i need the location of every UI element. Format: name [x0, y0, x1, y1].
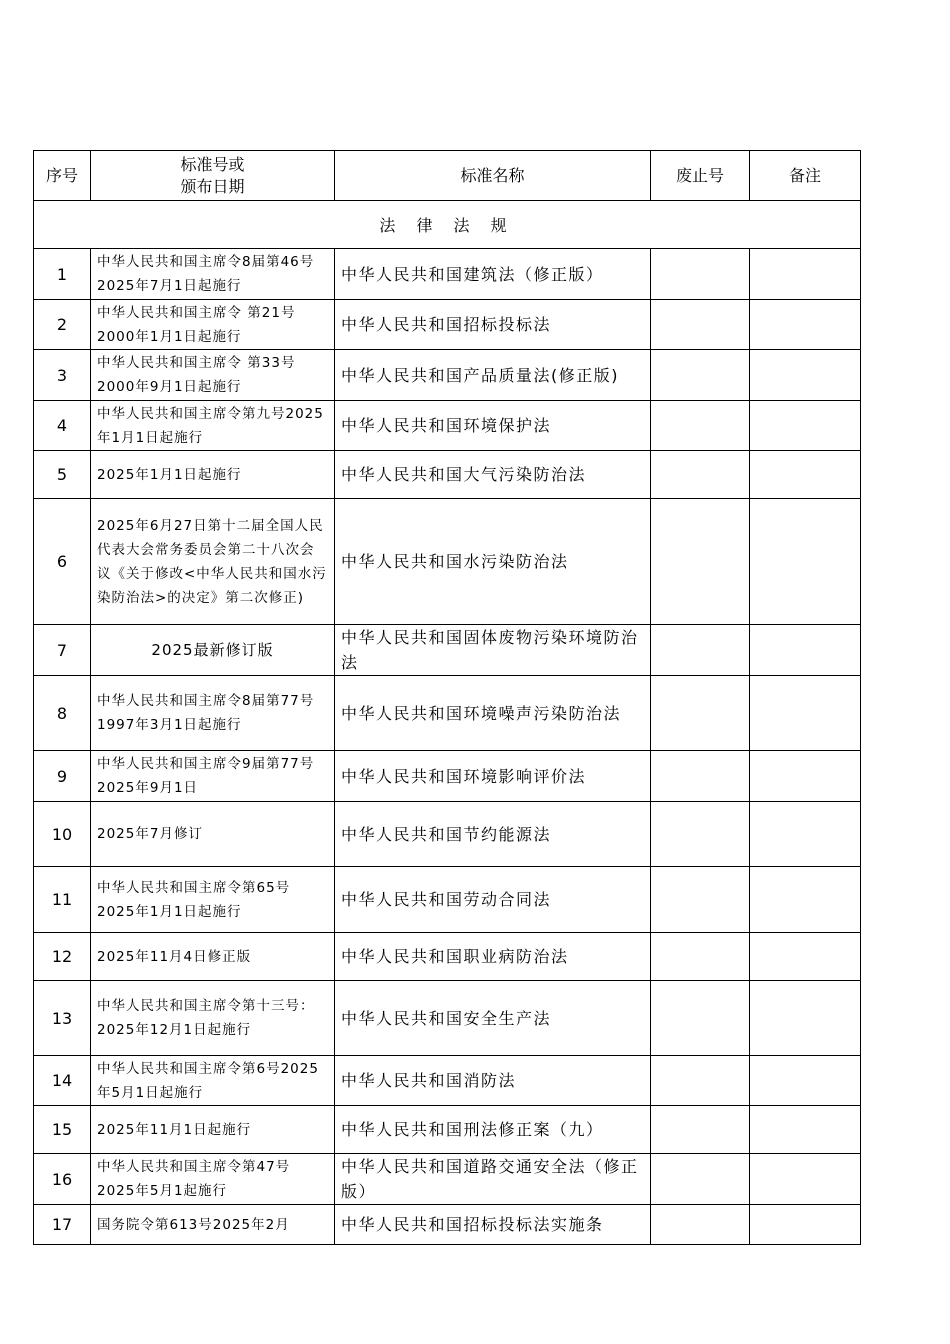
header-standard-no-line2: 颁布日期	[180, 176, 245, 196]
row-remark	[750, 1154, 861, 1205]
table-row	[34, 300, 861, 350]
row-seq: 3	[34, 350, 91, 401]
row-remark	[750, 249, 861, 300]
row-abolish	[651, 1056, 750, 1106]
row-remark	[750, 300, 861, 350]
table-row	[34, 1154, 861, 1205]
row-seq: 13	[34, 981, 91, 1056]
row-seq: 9	[34, 751, 91, 802]
row-seq: 14	[34, 1056, 91, 1106]
row-name: 中华人民共和国环境噪声污染防治法	[335, 676, 651, 751]
row-abolish	[651, 1106, 750, 1154]
row-seq: 16	[34, 1154, 91, 1205]
row-remark	[750, 625, 861, 676]
row-date: 国务院令第613号2025年2月	[91, 1205, 335, 1245]
table-row	[34, 802, 861, 867]
row-date: 2025年11月4日修正版	[91, 933, 335, 981]
row-name: 中华人民共和国环境影响评价法	[335, 751, 651, 802]
row-seq: 6	[34, 499, 91, 625]
row-abolish	[651, 350, 750, 401]
row-name: 中华人民共和国建筑法（修正版）	[335, 249, 651, 300]
row-name: 中华人民共和国固体废物污染环境防治法	[335, 625, 651, 676]
table-row	[34, 981, 861, 1056]
header-seq: 序号	[34, 151, 91, 201]
row-abolish	[651, 802, 750, 867]
row-date: 中华人民共和国主席令9届第77号2025年9月1日	[91, 751, 335, 802]
row-seq: 11	[34, 867, 91, 933]
row-remark	[750, 981, 861, 1056]
section-title: 法 律 法 规	[34, 201, 861, 249]
row-remark	[750, 867, 861, 933]
row-name: 中华人民共和国节约能源法	[335, 802, 651, 867]
regulations-table	[33, 150, 861, 1245]
row-abolish	[651, 676, 750, 751]
row-name: 中华人民共和国刑法修正案（九）	[335, 1106, 651, 1154]
row-abolish	[651, 1205, 750, 1245]
row-name: 中华人民共和国环境保护法	[335, 401, 651, 451]
row-abolish	[651, 751, 750, 802]
row-date: 2025年1月1日起施行	[91, 451, 335, 499]
row-abolish	[651, 249, 750, 300]
table-row	[34, 1106, 861, 1154]
row-name: 中华人民共和国职业病防治法	[335, 933, 651, 981]
header-standard-no-line1: 标准号或	[180, 154, 245, 174]
table-row	[34, 867, 861, 933]
row-seq: 15	[34, 1106, 91, 1154]
row-abolish	[651, 981, 750, 1056]
table-row	[34, 249, 861, 300]
row-remark	[750, 802, 861, 867]
row-date: 中华人民共和国主席令第47号2025年5月1起施行	[91, 1154, 335, 1205]
row-name: 中华人民共和国劳动合同法	[335, 867, 651, 933]
row-name: 中华人民共和国招标投标法	[335, 300, 651, 350]
row-remark	[750, 933, 861, 981]
row-seq: 12	[34, 933, 91, 981]
table-row	[34, 401, 861, 451]
row-abolish	[651, 625, 750, 676]
table-row	[34, 350, 861, 401]
row-seq: 2	[34, 300, 91, 350]
row-abolish	[651, 499, 750, 625]
row-name: 中华人民共和国大气污染防治法	[335, 451, 651, 499]
row-remark	[750, 401, 861, 451]
row-remark	[750, 1205, 861, 1245]
row-abolish	[651, 867, 750, 933]
row-date: 中华人民共和国主席令第65号2025年1月1日起施行	[91, 867, 335, 933]
row-date: 2025年6月27日第十二届全国人民代表大会常务委员会第二十八次会议《关于修改<中华人民共和国水污染防治法>的决定》第二次修正)	[91, 499, 335, 625]
row-date: 2025最新修订版	[91, 625, 335, 676]
row-name: 中华人民共和国消防法	[335, 1056, 651, 1106]
header-abolish: 废止号	[651, 151, 750, 201]
row-date: 中华人民共和国主席令8届第46号2025年7月1日起施行	[91, 249, 335, 300]
row-abolish	[651, 451, 750, 499]
table-row	[34, 451, 861, 499]
row-name: 中华人民共和国招标投标法实施条	[335, 1205, 651, 1245]
row-remark	[750, 676, 861, 751]
table-row	[34, 933, 861, 981]
row-name: 中华人民共和国产品质量法(修正版)	[335, 350, 651, 401]
row-abolish	[651, 1154, 750, 1205]
table-row	[34, 676, 861, 751]
row-name: 中华人民共和国道路交通安全法（修正版）	[335, 1154, 651, 1205]
table-row	[34, 1056, 861, 1106]
header-row	[34, 151, 861, 201]
row-seq: 5	[34, 451, 91, 499]
header-name: 标准名称	[335, 151, 651, 201]
row-remark	[750, 1106, 861, 1154]
row-name: 中华人民共和国水污染防治法	[335, 499, 651, 625]
row-date: 中华人民共和国主席令第九号2025年1月1日起施行	[91, 401, 335, 451]
section-row	[34, 201, 861, 249]
row-date: 中华人民共和国主席令第十三号：2025年12月1日起施行	[91, 981, 335, 1056]
header-standard-no	[91, 151, 335, 201]
row-date: 中华人民共和国主席令 第21号2000年1月1日起施行	[91, 300, 335, 350]
row-remark	[750, 751, 861, 802]
row-seq: 4	[34, 401, 91, 451]
table-row	[34, 751, 861, 802]
row-seq: 17	[34, 1205, 91, 1245]
row-seq: 1	[34, 249, 91, 300]
table-row	[34, 499, 861, 625]
row-date: 2025年7月修订	[91, 802, 335, 867]
row-remark	[750, 499, 861, 625]
header-remark: 备注	[750, 151, 861, 201]
row-remark	[750, 350, 861, 401]
row-date: 中华人民共和国主席令 第33号2000年9月1日起施行	[91, 350, 335, 401]
row-seq: 10	[34, 802, 91, 867]
row-date: 中华人民共和国主席令第6号2025年5月1日起施行	[91, 1056, 335, 1106]
row-remark	[750, 1056, 861, 1106]
row-seq: 7	[34, 625, 91, 676]
row-abolish	[651, 933, 750, 981]
table-row	[34, 625, 861, 676]
row-name: 中华人民共和国安全生产法	[335, 981, 651, 1056]
row-abolish	[651, 401, 750, 451]
row-seq: 8	[34, 676, 91, 751]
table-row	[34, 1205, 861, 1245]
row-remark	[750, 451, 861, 499]
row-date: 2025年11月1日起施行	[91, 1106, 335, 1154]
row-date: 中华人民共和国主席令8届第77号1997年3月1日起施行	[91, 676, 335, 751]
row-abolish	[651, 300, 750, 350]
